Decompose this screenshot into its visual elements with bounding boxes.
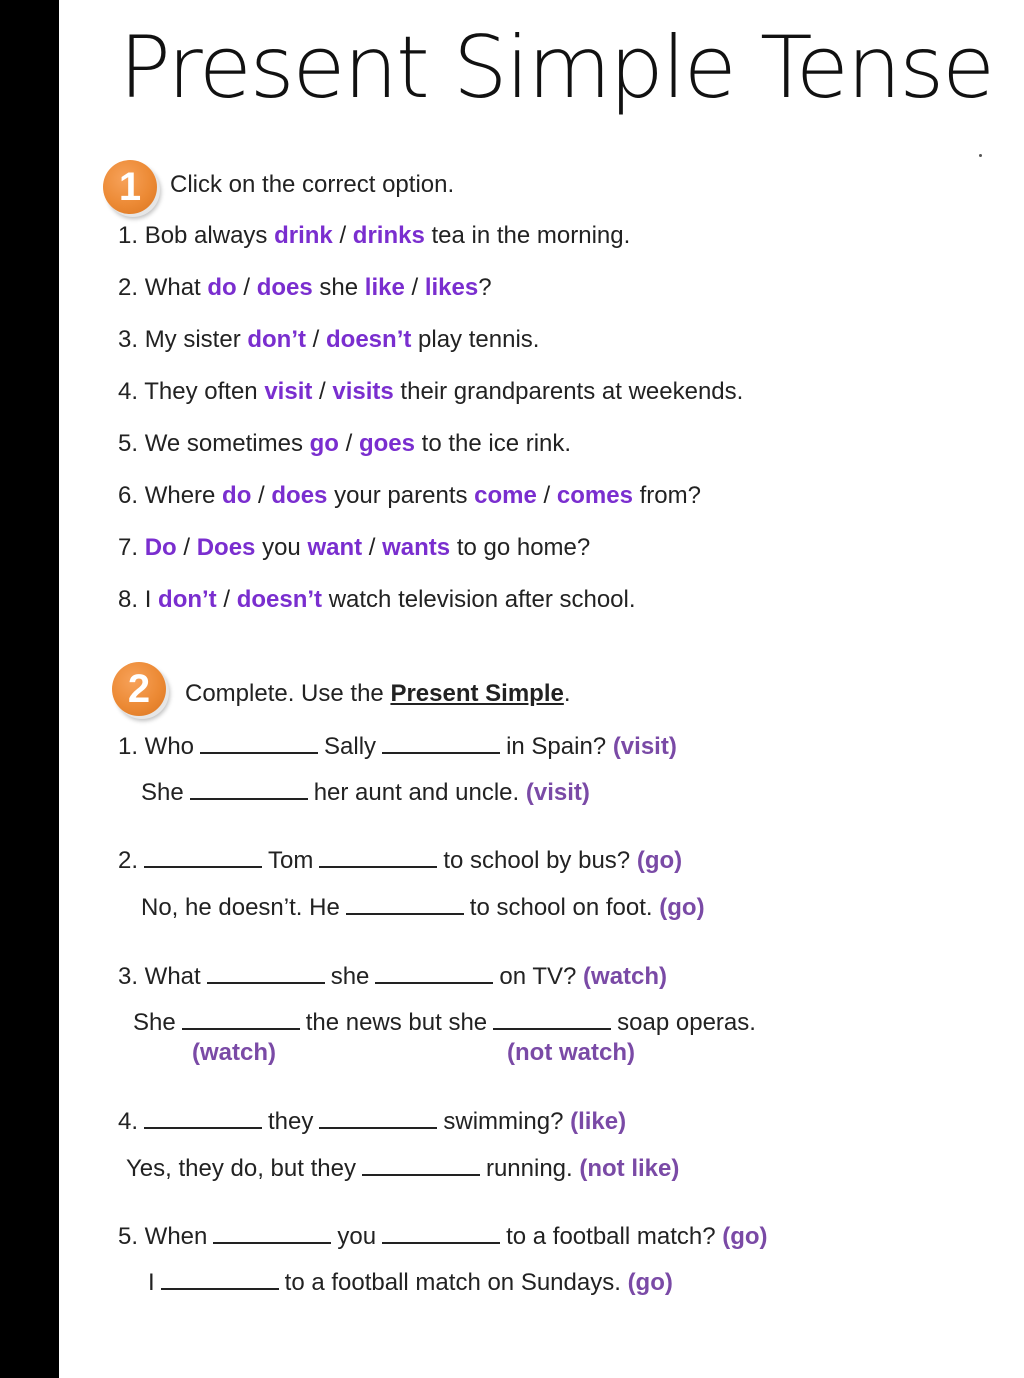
s1-item-1: 1. Bob always drink / drinks tea in the morning. [118, 222, 631, 249]
blank-input[interactable] [375, 962, 493, 984]
option-drink[interactable]: drink [274, 222, 333, 249]
option-doesnt[interactable]: doesn’t [326, 326, 412, 353]
s2-q1: 1. Who Sally in Spain? (visit) [118, 733, 677, 760]
blank-input[interactable] [161, 1268, 279, 1290]
present-simple-term: Present Simple [390, 680, 564, 707]
hint-not-watch: (not watch) [507, 1039, 635, 1066]
s2-q1-answer: She her aunt and uncle. (visit) [141, 779, 590, 806]
section-2-instruction: Complete. Use the Present Simple. [185, 680, 571, 707]
section-1-instruction: Click on the correct option. [170, 171, 455, 198]
blank-input[interactable] [319, 846, 437, 868]
blank-input[interactable] [144, 1107, 262, 1129]
hint-watch: (watch) [192, 1039, 276, 1066]
blank-input[interactable] [346, 893, 464, 915]
option-does[interactable]: does [271, 482, 328, 509]
option-dont[interactable]: don’t [247, 326, 306, 353]
option-wants[interactable]: wants [382, 534, 451, 561]
blank-input[interactable] [190, 778, 308, 800]
option-do[interactable]: do [207, 274, 237, 301]
s2-q2-answer: No, he doesn’t. He to school on foot. (go) [141, 894, 705, 921]
option-come[interactable]: come [474, 482, 537, 509]
option-goes[interactable]: goes [358, 430, 415, 457]
option-does[interactable]: Does [196, 534, 256, 561]
option-likes[interactable]: likes [424, 274, 479, 301]
blank-input[interactable] [182, 1008, 300, 1030]
option-dont[interactable]: don’t [158, 586, 217, 613]
blank-input[interactable] [382, 1222, 500, 1244]
blank-input[interactable] [200, 732, 318, 754]
option-do[interactable]: do [222, 482, 252, 509]
blank-input[interactable] [319, 1107, 437, 1129]
s2-q4-answer: Yes, they do, but they running. (not like) [126, 1155, 680, 1182]
option-like[interactable]: like [364, 274, 405, 301]
option-comes[interactable]: comes [556, 482, 633, 509]
option-go[interactable]: go [309, 430, 339, 457]
s1-item-3: 3. My sister don’t / doesn’t play tennis. [118, 326, 540, 353]
s2-q5: 5. When you to a football match? (go) [118, 1223, 768, 1250]
s1-item-5: 5. We sometimes go / goes to the ice rink. [118, 430, 572, 457]
option-does[interactable]: does [256, 274, 313, 301]
s2-q5-answer: I to a football match on Sundays. (go) [148, 1269, 673, 1296]
s1-item-4: 4. They often visit / visits their grandparents at weekends. [118, 378, 744, 405]
s2-q4: 4. they swimming? (like) [118, 1108, 627, 1135]
section-1-badge: 1 [103, 160, 157, 214]
option-want[interactable]: want [307, 534, 363, 561]
option-drinks[interactable]: drinks [352, 222, 425, 249]
s1-item-7: 7. Do / Does you want / wants to go home? [118, 534, 591, 561]
s2-q3: 3. What she on TV? (watch) [118, 963, 668, 990]
option-do[interactable]: Do [144, 534, 177, 561]
blank-input[interactable] [362, 1154, 480, 1176]
s1-item-6: 6. Where do / does your parents come / comes from? [118, 482, 701, 509]
option-visits[interactable]: visits [332, 378, 394, 405]
s1-item-8: 8. I don’t / doesn’t watch television after school. [118, 586, 636, 613]
worksheet-page [59, 0, 1024, 1378]
s1-item-2: 2. What do / does she like / likes? [118, 274, 492, 301]
blank-input[interactable] [207, 962, 325, 984]
blank-input[interactable] [213, 1222, 331, 1244]
section-2-badge: 2 [112, 662, 166, 716]
blank-input[interactable] [493, 1008, 611, 1030]
s2-q3-answer: She the news but she soap operas. [133, 1009, 756, 1036]
blank-input[interactable] [144, 846, 262, 868]
page-title: Present Simple Tense [119, 18, 994, 118]
s2-q2: 2. Tom to school by bus? (go) [118, 847, 683, 874]
option-visit[interactable]: visit [264, 378, 313, 405]
blank-input[interactable] [382, 732, 500, 754]
decorative-dot [979, 154, 982, 157]
option-doesnt[interactable]: doesn’t [236, 586, 323, 613]
